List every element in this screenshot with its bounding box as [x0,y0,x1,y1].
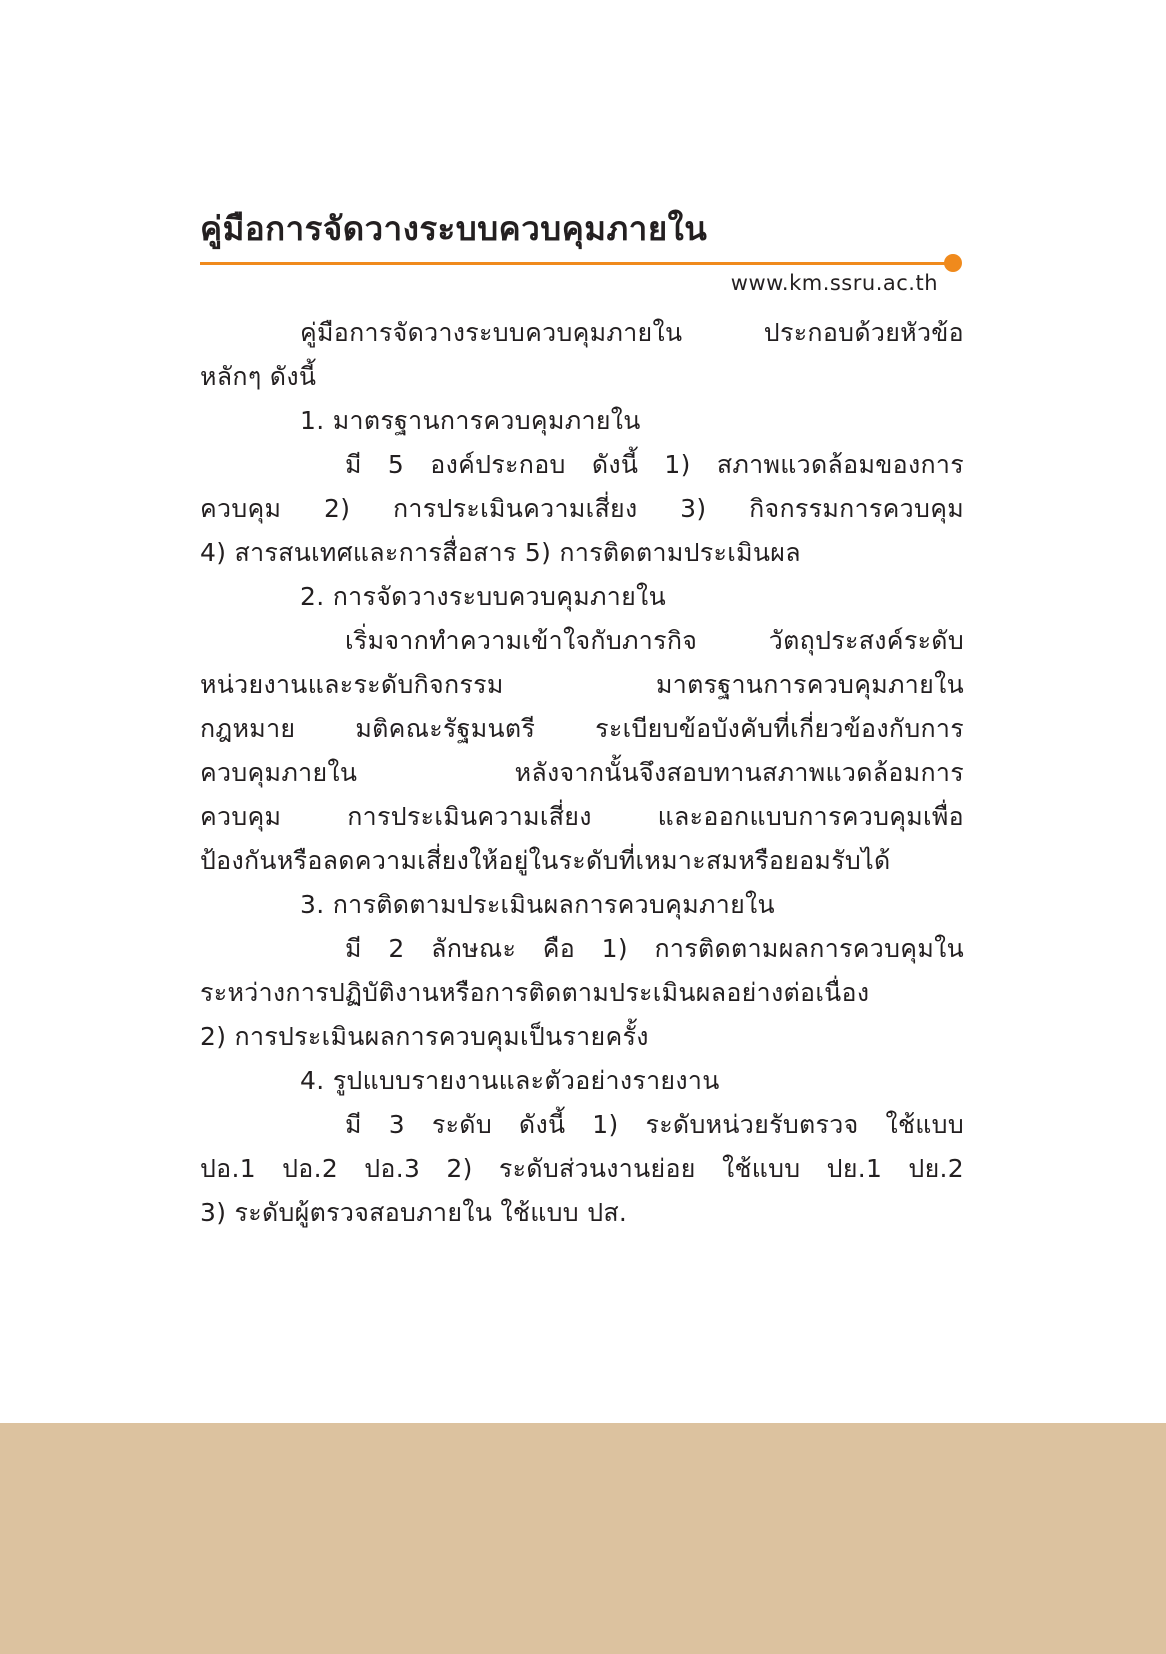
paragraph-line: ควบคุมภายใน หลังจากนั้นจึงสอบทานสภาพแวดล้อมการ [200,758,964,787]
paragraph-line: มี 5 องค์ประกอบ ดังนี้ 1) สภาพแวดล้อมของการ [345,450,964,479]
body-text [200,311,964,1235]
paragraph-line: 3) ระดับผู้ตรวจสอบภายใน ใช้แบบ ปส. [200,1198,628,1227]
paragraph-line: ระหว่างการปฏิบัติงานหรือการติดตามประเมินผลอย่างต่อเนื่อง [200,978,870,1007]
section-heading: 1. มาตรฐานการควบคุมภายใน [300,406,641,435]
paragraph-line: ควบคุม 2) การประเมินความเสี่ยง 3) กิจกรรมการควบคุม [200,494,964,523]
paragraph-line: 4) สารสนเทศและการสื่อสาร 5) การติดตามประเมินผล [200,538,801,567]
paragraph-line: หลักๆ ดังนี้ [200,362,317,391]
paragraph-line: หน่วยงานและระดับกิจกรรม มาตรฐานการควบคุมภายใน [200,670,964,699]
page-title: คู่มือการจัดวางระบบควบคุมภายใน [200,209,708,248]
title-underline [200,262,948,265]
paragraph-line: ควบคุม การประเมินความเสี่ยง และออกแบบการควบคุมเพื่อ [200,802,964,831]
paragraph-line: 2) การประเมินผลการควบคุมเป็นรายครั้ง [200,1022,649,1051]
paragraph-line: กฎหมาย มติคณะรัฐมนตรี ระเบียบข้อบังคับที่เกี่ยวข้องกับการ [200,714,964,743]
underline-dot [944,254,962,272]
section-heading: 4. รูปแบบรายงานและตัวอย่างรายงาน [300,1066,720,1095]
website-url: www.km.ssru.ac.th [730,271,938,295]
footer-band [0,1423,1166,1654]
section-heading: 3. การติดตามประเมินผลการควบคุมภายใน [300,890,775,919]
paragraph-line: คู่มือการจัดวางระบบควบคุมภายใน ประกอบด้วยหัวข้อ [300,318,964,347]
paragraph-line: มี 2 ลักษณะ คือ 1) การติดตามผลการควบคุมใน [345,934,964,963]
paragraph-line: ป้องกันหรือลดความเสี่ยงให้อยู่ในระดับที่เหมาะสมหรือยอมรับได้ [200,846,891,875]
paragraph-line: ปอ.1 ปอ.2 ปอ.3 2) ระดับส่วนงานย่อย ใช้แบบ ปย.1 ปย.2 [200,1154,964,1183]
paragraph-line: เริ่มจากทำความเข้าใจกับภารกิจ วัตถุประสงค์ระดับ [345,626,964,655]
paragraph-line: มี 3 ระดับ ดังนี้ 1) ระดับหน่วยรับตรวจ ใช้แบบ [345,1110,964,1139]
section-heading: 2. การจัดวางระบบควบคุมภายใน [300,582,666,611]
